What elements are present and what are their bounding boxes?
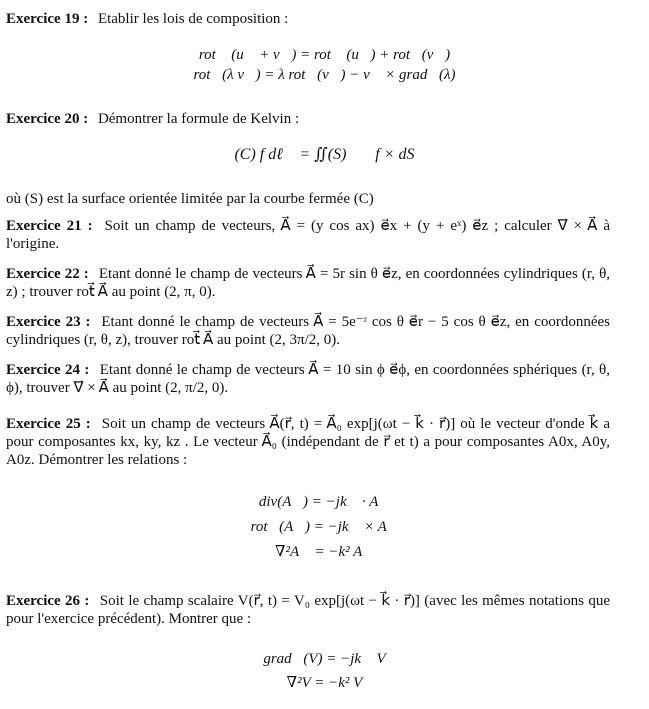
exercise-19 — [6, 10, 610, 28]
exercise-25 — [6, 415, 610, 469]
exercise-26 — [6, 592, 610, 628]
exercise-25-equation-2 — [0, 518, 649, 536]
exercise-26-label: Exercice 26 : — [6, 593, 90, 609]
exercise-20-equation — [0, 146, 649, 164]
exercise-25-text: Soit un champ de vecteurs A⃗(r⃗, t) = A⃗₀ exp[j(ωt − k⃗ · r⃗)] où le vecteur d'onde k⃗ a pour composantes kx, ky, kz . Le vecteur A⃗₀ (indépendant de r⃗ et t) a pour composantes A0x, A0y, A0z. Démontrer les relations : — [6, 416, 611, 468]
exercise-24 — [6, 361, 610, 397]
equation-text: div(A⃗) = −jk⃗ · A⃗ — [258, 494, 391, 510]
exercise-23 — [6, 313, 610, 349]
exercise-26-equation-2 — [0, 674, 649, 692]
exercise-19-equation-1 — [0, 46, 649, 64]
exercise-24-text: Etant donné le champ de vecteurs A⃗ = 10 sin ϕ e⃗ϕ, en coordonnées sphériques (r, θ, ϕ), trouver ∇⃗ × A⃗ au point (2, π/2, 0). — [6, 362, 610, 396]
equation-text: rot⃗(A⃗) = −jk⃗ × A⃗ — [250, 519, 399, 535]
exercise-25-equation-3 — [0, 543, 649, 561]
exercise-20-label: Exercice 20 : — [6, 111, 89, 127]
exercise-22-text: Etant donné le champ de vecteurs A⃗ = 5r sin θ e⃗z, en coordonnées cylindriques (r, θ, z) ; trouver rot⃗ A⃗ au point (2, π, 0). — [6, 266, 611, 300]
exercise-20-note-text: où (S) est la surface orientée limitée par la courbe fermée (C) — [6, 191, 374, 207]
exercise-23-text: Etant donné le champ de vecteurs A⃗ = 5e⁻ʳ cos θ e⃗r − 5 cos θ e⃗z, en coordonnées cylindriques (r, θ, z), trouver rot⃗ A⃗ au point (2, 3π/2, 0). — [6, 314, 610, 348]
equation-text: rot⃗(λ v⃗) = λ rot⃗(v⃗) − v⃗ × grad⃗(λ) — [193, 67, 456, 83]
exercise-25-label: Exercice 25 : — [6, 416, 91, 432]
exercise-24-label: Exercice 24 : — [6, 362, 90, 378]
exercise-19-label: Exercice 19 : — [6, 11, 89, 27]
exercise-23-label: Exercice 23 : — [6, 314, 91, 330]
exercise-19-equation-2 — [0, 66, 649, 84]
equation-text: ∇²A⃗ = −k² A⃗ — [274, 544, 374, 560]
exercise-25-equation-1 — [0, 493, 649, 511]
exercise-20 — [6, 110, 610, 128]
exercise-26-text: Soit le champ scalaire V(r⃗, t) = V₀ exp[j(ωt − k⃗ · r⃗)] (avec les mêmes notations que pour l'exercice précédent). Montrer que : — [6, 593, 611, 627]
equation-text: ∮(C) f dℓ⃗ = ∬(S) ∇⃗f × dS⃗ — [222, 146, 427, 163]
exercise-19-text: Etablir les lois de composition : — [97, 11, 289, 27]
equation-text: rot⃗ (u⃗ + v⃗) = rot⃗ (u⃗) + rot⃗(v⃗) — [198, 47, 451, 63]
equation-text: grad⃗(V) = −jk⃗ V — [263, 651, 386, 667]
exercise-22-label: Exercice 22 : — [6, 266, 89, 282]
exercise-21-label: Exercice 21 : — [6, 218, 93, 234]
exercise-20-text: Démontrer la formule de Kelvin : — [97, 111, 300, 127]
exercise-20-note — [6, 190, 610, 208]
exercise-21 — [6, 217, 610, 253]
exercise-26-equation-1 — [0, 650, 649, 668]
equation-text: ∇²V = −k² V — [286, 675, 363, 691]
exercise-22 — [6, 265, 610, 301]
exercise-21-text: Soit un champ de vecteurs, A⃗ = (y cos ax) e⃗x + (y + eˣ) e⃗z ; calculer ∇⃗ × A⃗ à l'origine. — [6, 218, 610, 252]
